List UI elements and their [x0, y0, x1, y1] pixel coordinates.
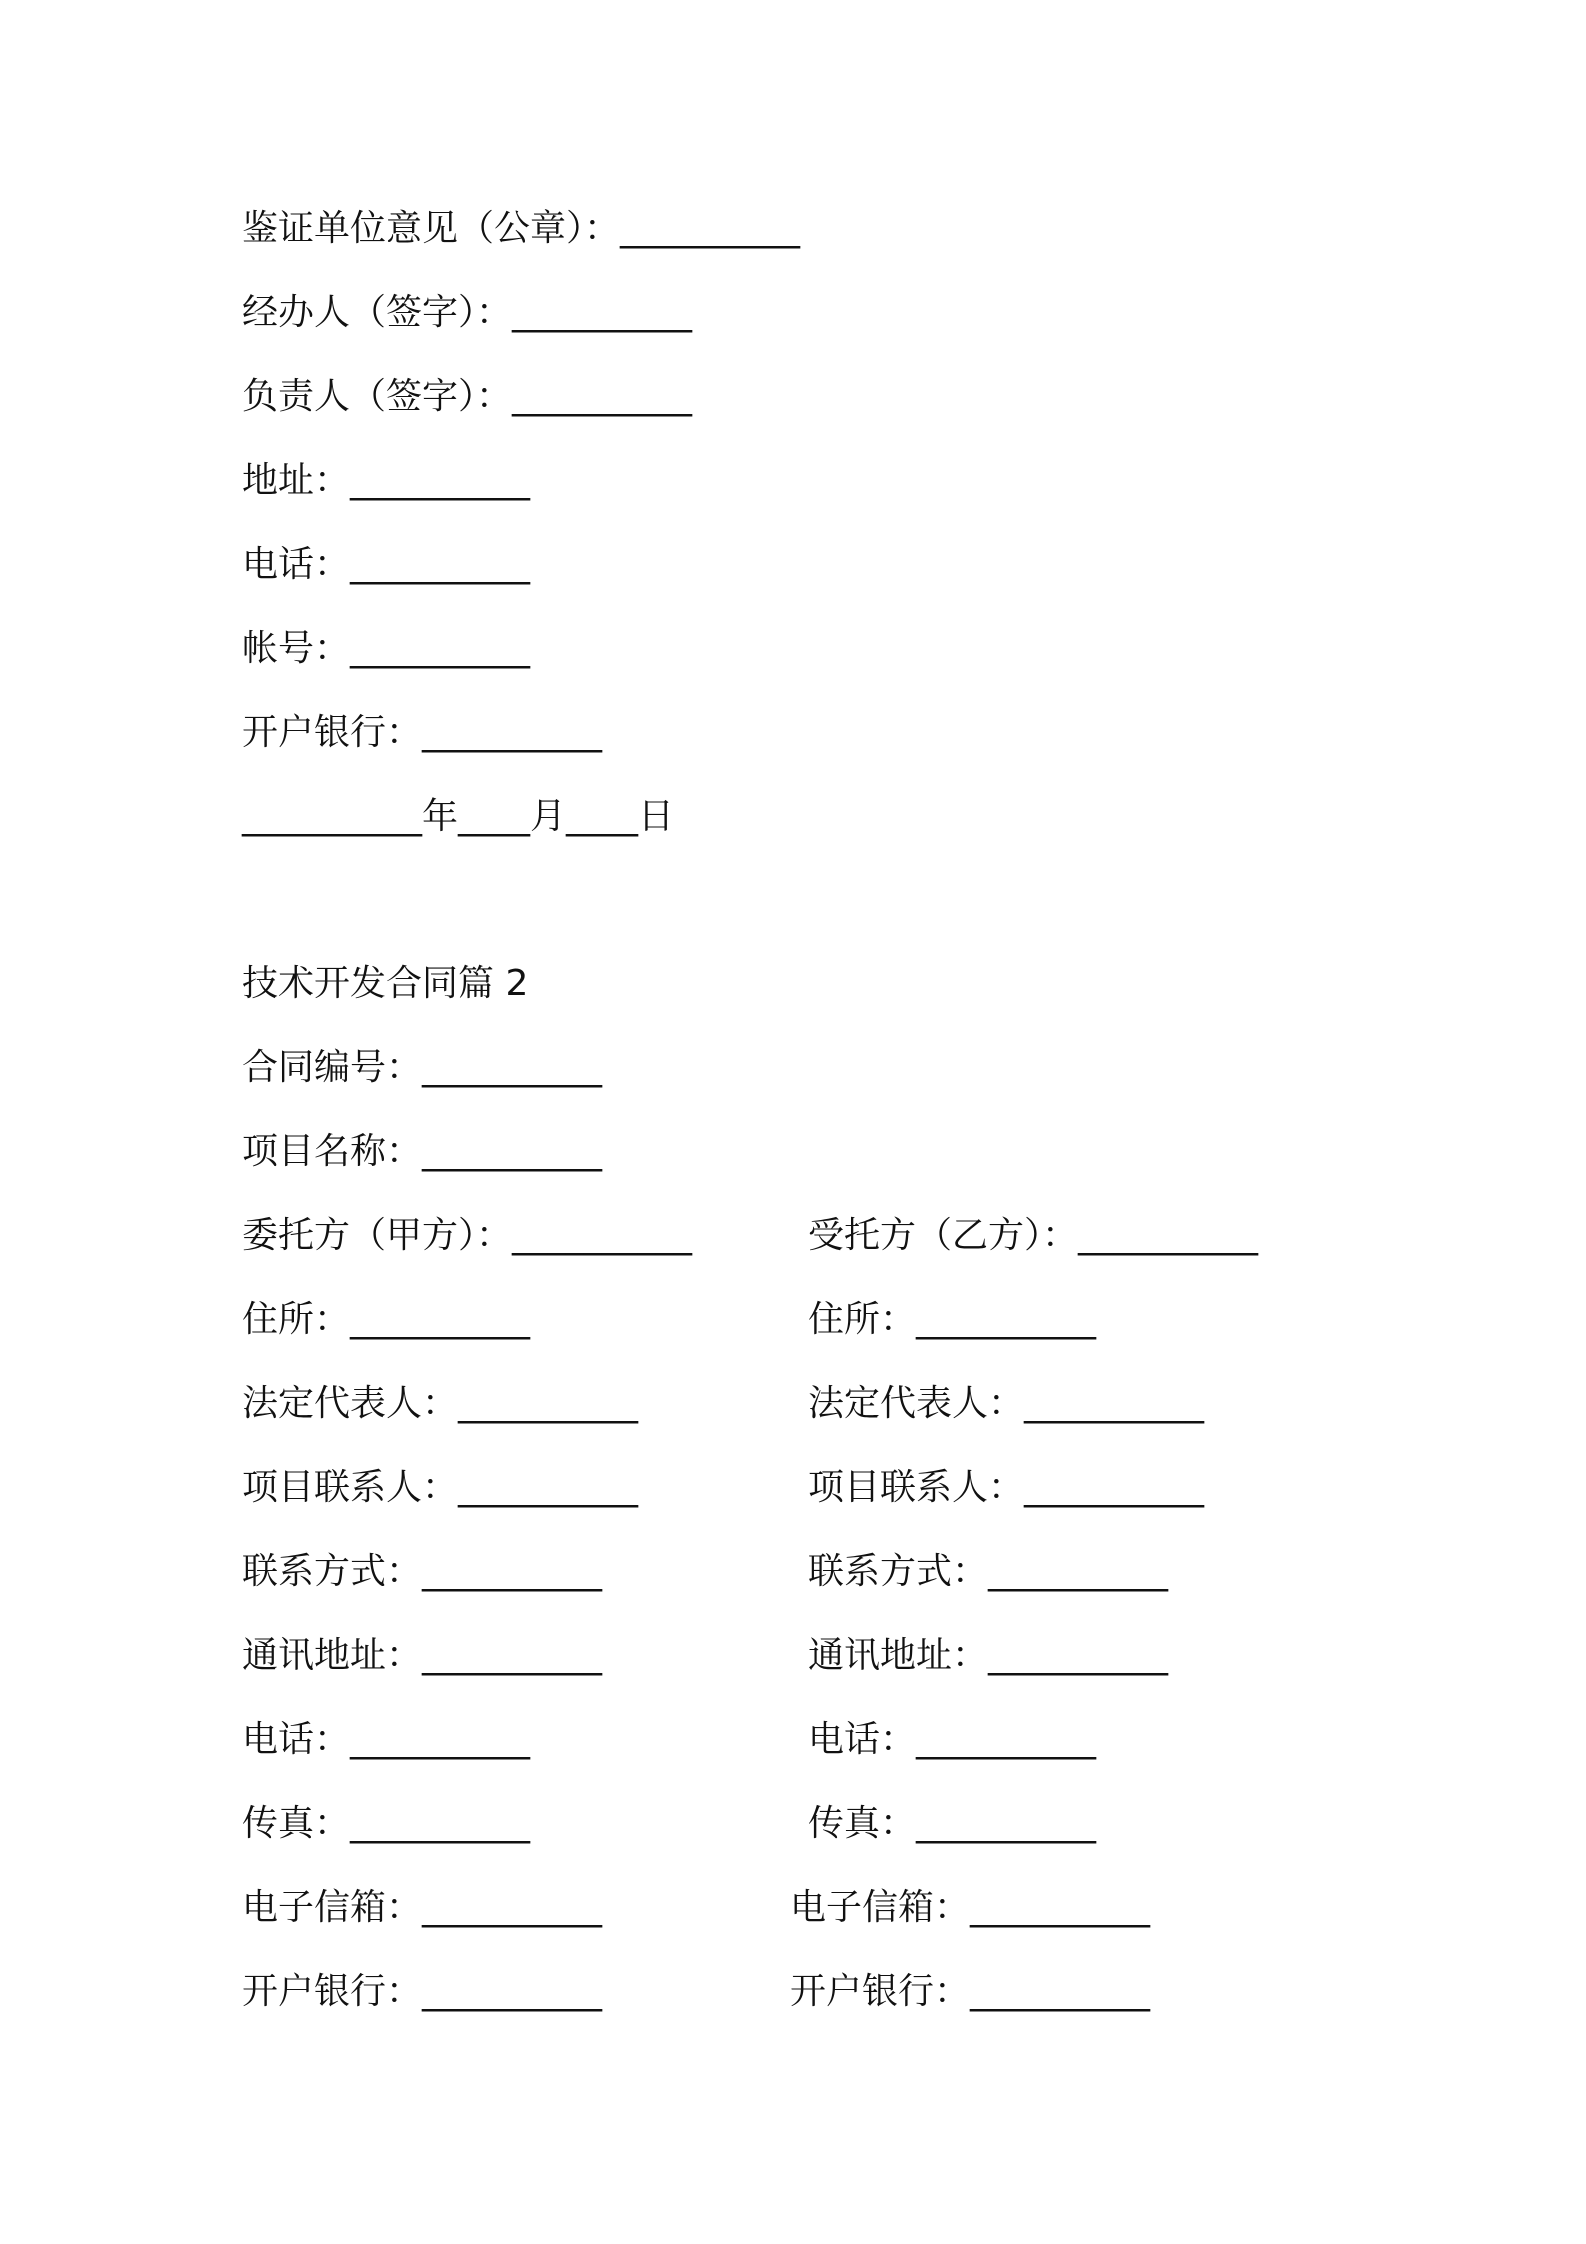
project-name-line: 项目名称：__________ — [242, 1131, 603, 1172]
party-b-contact-method-line: 联系方式：__________ — [808, 1551, 1169, 1592]
party-a-fax-line: 传真：__________ — [242, 1803, 531, 1844]
phone-line: 电话：__________ — [242, 544, 531, 585]
party-a-project-contact-line: 项目联系人：__________ — [242, 1467, 639, 1508]
party-a-mailing-address-line: 通讯地址：__________ — [242, 1635, 603, 1676]
appraisal-opinion-line: 鉴证单位意见（公章）：__________ — [242, 208, 801, 249]
section-title: 技术开发合同篇 2 — [242, 963, 529, 1004]
date-line: __________年____月____日 — [242, 796, 674, 837]
responsible-person-line: 负责人（签字）：__________ — [242, 376, 693, 417]
party-a-residence-line: 住所：__________ — [242, 1299, 531, 1340]
party-a-legal-rep-line: 法定代表人：__________ — [242, 1383, 639, 1424]
party-b-bank-line: 开户银行：__________ — [790, 1971, 1151, 2012]
party-a-phone-line: 电话：__________ — [242, 1719, 531, 1760]
party-a-bank-line: 开户银行：__________ — [242, 1971, 603, 2012]
party-a-email-line: 电子信箱：__________ — [242, 1887, 603, 1928]
bank-line: 开户银行：__________ — [242, 712, 603, 753]
handler-signature-line: 经办人（签字）：__________ — [242, 292, 693, 333]
party-b-fax-line: 传真：__________ — [808, 1803, 1097, 1844]
party-b-email-line: 电子信箱：__________ — [790, 1887, 1151, 1928]
contract-number-line: 合同编号：__________ — [242, 1047, 603, 1088]
party-b-mailing-address-line: 通讯地址：__________ — [808, 1635, 1169, 1676]
party-b-legal-rep-line: 法定代表人：__________ — [808, 1383, 1205, 1424]
party-a-contact-method-line: 联系方式：__________ — [242, 1551, 603, 1592]
party-b-phone-line: 电话：__________ — [808, 1719, 1097, 1760]
party-b-residence-line: 住所：__________ — [808, 1299, 1097, 1340]
party-b-contractor-line: 受托方（乙方）：__________ — [808, 1215, 1259, 1256]
party-a-client-line: 委托方（甲方）：__________ — [242, 1215, 693, 1256]
account-line: 帐号：__________ — [242, 628, 531, 669]
address-line: 地址：__________ — [242, 460, 531, 501]
party-b-project-contact-line: 项目联系人：__________ — [808, 1467, 1205, 1508]
